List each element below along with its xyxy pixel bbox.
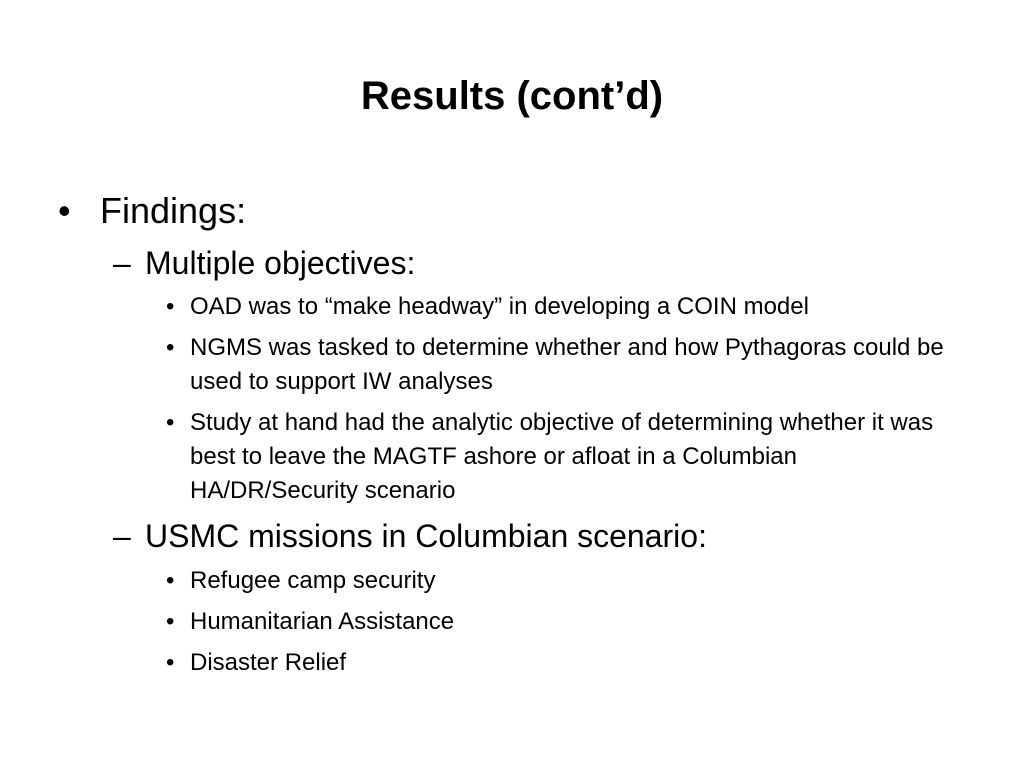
mission-item: [166, 564, 970, 598]
findings-bullet: [58, 189, 980, 233]
bullet-marker: •: [58, 190, 71, 231]
mission-item-text: Humanitarian Assistance: [190, 608, 455, 635]
bullet-marker: •: [166, 608, 175, 635]
bullet-marker: •: [166, 409, 175, 436]
slide-title: Results (cont’d): [360, 74, 664, 118]
mission-item-text: Disaster Relief: [190, 649, 347, 676]
objective-item: [166, 290, 970, 324]
dash-marker: –: [113, 245, 131, 281]
objective-item-text: NGMS was tasked to determine whether and how Pythagoras could be used to support IW analyses: [190, 334, 944, 395]
bullet-marker: •: [166, 334, 175, 361]
mission-item: [166, 605, 970, 639]
bullet-marker: •: [166, 293, 175, 320]
dash-marker: –: [113, 518, 131, 554]
findings-label: Findings:: [100, 190, 247, 231]
bullet-marker: •: [166, 567, 175, 594]
usmc-missions-label: USMC missions in Columbian scenario:: [145, 518, 707, 554]
mission-item: [166, 646, 970, 680]
multiple-objectives-subbullet: [113, 244, 975, 282]
objective-item: [166, 331, 970, 399]
multiple-objectives-label: Multiple objectives:: [145, 245, 416, 281]
objective-item: [166, 406, 970, 508]
objective-item-text: OAD was to “make headway” in developing a COIN model: [190, 293, 809, 320]
mission-item-text: Refugee camp security: [190, 567, 436, 594]
objective-item-text: Study at hand had the analytic objective of determining whether it was best to leave the MAGTF ashore or afloat in a Columbian HA/DR/Security scenario: [190, 409, 934, 504]
bullet-marker: •: [166, 649, 175, 676]
usmc-missions-subbullet: [113, 517, 975, 555]
